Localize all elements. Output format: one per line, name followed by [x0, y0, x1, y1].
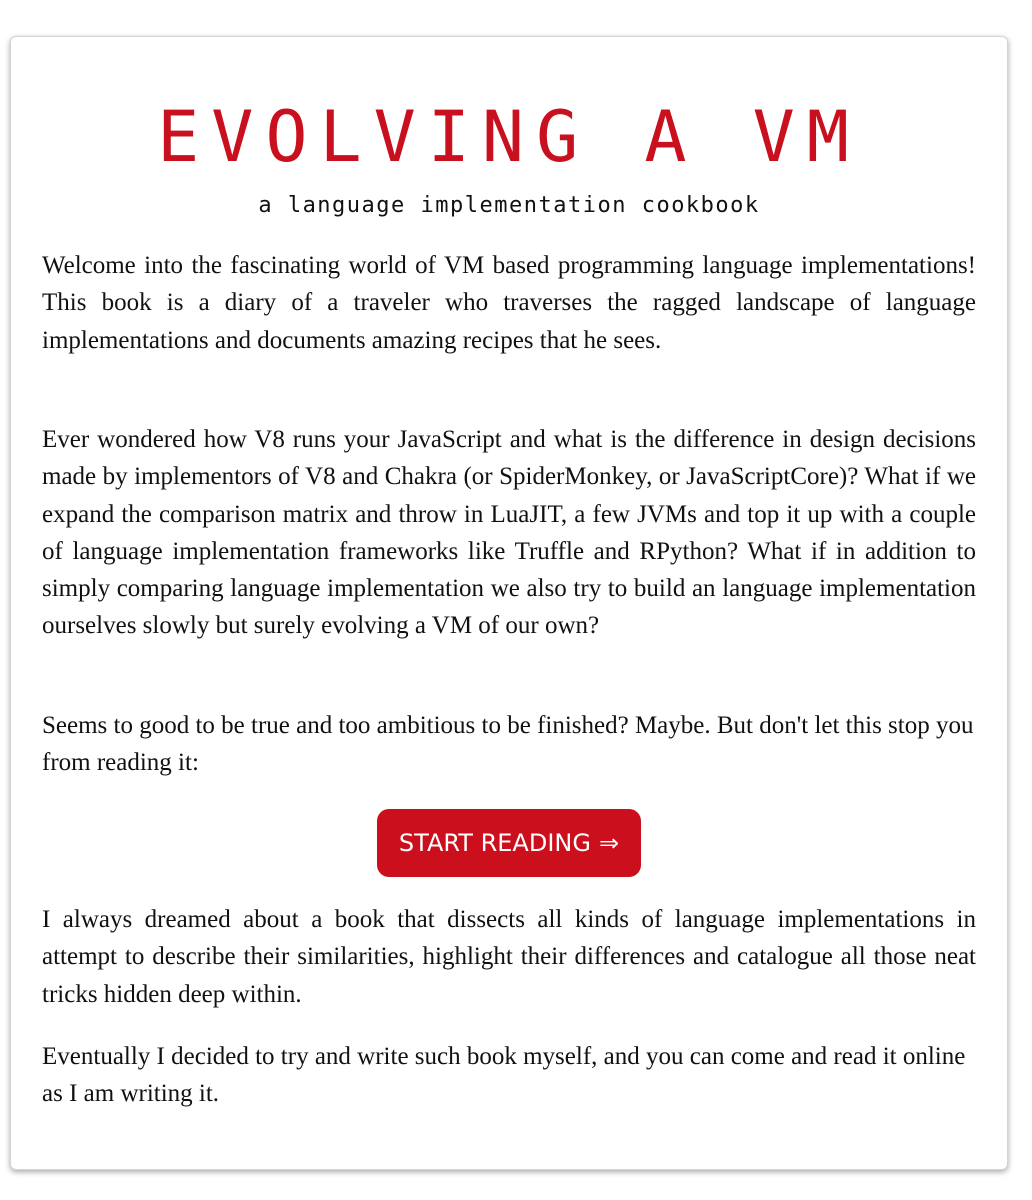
double-arrow-right-icon: ⇒ — [598, 829, 620, 857]
start-reading-label: START READING — [398, 829, 591, 857]
page-subtitle: a language implementation cookbook — [258, 193, 760, 218]
intro-paragraph-2: Ever wondered how V8 runs your JavaScript and what is the difference in design decisions made by implementors of V8 and Chakra (or SpiderMonkey, or JavaScriptCore)? What if we expand the comparison matrix and throw in LuaJIT, a few JVMs and top it up with a couple of language implementation frameworks like Truffle and RPython? What if in addition to simply comparing language implementation we also try to build an language implementation ourselves slowly but surely evolving a VM of our own? — [42, 426, 976, 640]
intro-paragraph-5: Eventually I decided to try and write such book myself, and you can come and read it online as I am writing it. — [42, 1043, 966, 1108]
intro-paragraph-4: I always dreamed about a book that dissects all kinds of language implementations in attempt to describe their similarities, highlight their differences and catalogue all those neat tricks hidden deep within. — [42, 906, 976, 1008]
start-reading-container — [11, 809, 1007, 877]
book-intro-card — [10, 36, 1008, 1170]
page-title: EVOLVING A VM — [157, 96, 861, 178]
start-reading-button[interactable] — [377, 809, 641, 877]
intro-paragraph-3: Seems to good to be true and too ambitious to be finished? Maybe. But don't let this stop you from reading it: — [42, 712, 974, 777]
intro-paragraph-1: Welcome into the fascinating world of VM based programming language implementations! This book is a diary of a traveler who traverses the ragged landscape of language implementations and documents amazing recipes that he sees. — [42, 252, 976, 354]
